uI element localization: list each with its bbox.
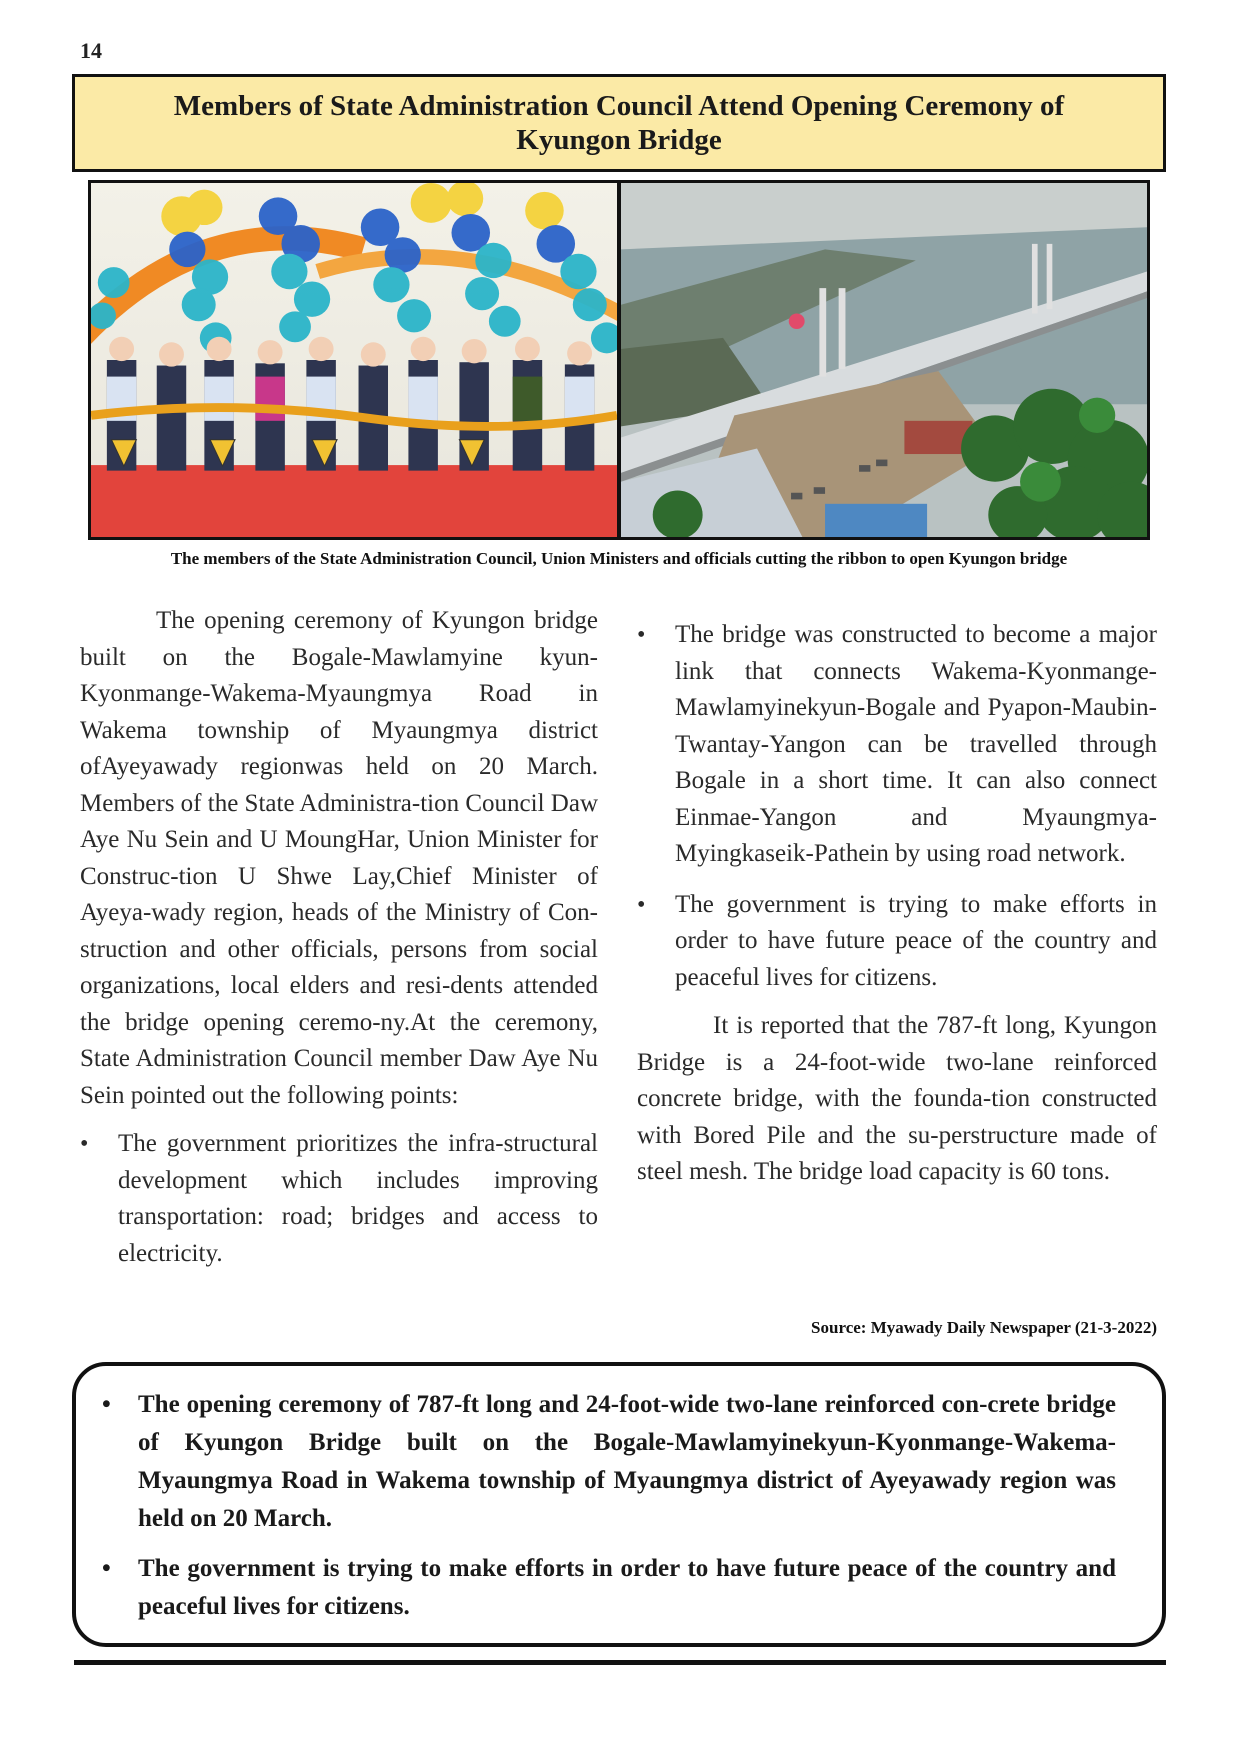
key-points-list-continued <box>637 617 1157 996</box>
list-item: • The government prioritizes the infra-structural development which includes improving transportation: road; bridges and access to electricity. <box>80 1126 598 1272</box>
summary-box <box>72 1362 1166 1647</box>
article-left-column <box>80 603 598 1272</box>
list-item: • The bridge was constructed to become a major link that connects Wakema-Kyonmange-Mawlamyinekyun-Bogale and Pyapon-Maubin-Twantay-Yangon can be travelled through Bogale in a short time. It can also connect Einmae-Yangon and Myaungmya-Myingkaseik-Pathein by using road network. <box>637 617 1157 873</box>
article-right-column <box>637 603 1157 1191</box>
page-title: Members of State Administration Council Attend Opening Ceremony of Kyungon Bridge <box>173 90 1065 156</box>
article-paragraph: It is reported that the 787-ft long, Kyungon Bridge is a 24-foot-wide two-lane reinforced concrete bridge, with the founda-tion constructed with Bored Pile and the su-perstructure made of steel mesh. The bridge load capacity is 60 tons. <box>637 1012 1157 1185</box>
title-banner <box>72 74 1166 172</box>
source-credit: Source: Myawady Daily Newspaper (21-3-2022) <box>811 1318 1157 1337</box>
page-number: 14 <box>80 38 102 63</box>
footer-divider <box>74 1660 1166 1665</box>
summary-list <box>102 1386 1116 1626</box>
key-points-list <box>80 1126 598 1272</box>
list-item: • The government is trying to make efforts in order to have future peace of the country and peaceful lives for citizens. <box>637 887 1157 997</box>
photo-strip <box>88 180 1150 540</box>
summary-item: • The government is trying to make efforts in order to have future peace of the country and peaceful lives for citizens. <box>102 1550 1116 1626</box>
summary-item: • The opening ceremony of 787-ft long and 24-foot-wide two-lane reinforced con-crete bridge of Kyungon Bridge built on the Bogale-Mawlamyinekyun-Kyonmange-Wakema-Myaungmya Road in Wakema township of Myaungmya district of Ayeyawady region was held on 20 March. <box>102 1386 1116 1538</box>
article-paragraph: The opening ceremony of Kyungon bridge built on the Bogale-Mawlamyine kyun-Kyonmange-Wakema-Myaungmya Road in Wakema township of Myaungmya district ofAyeyawady regionwas held on 20 March. Members of the State Administra-tion Council Daw Aye Nu Sein and U MoungHar, Union Minister for Construc-tion U Shwe Lay,Chief Minister of Ayeya-wady region, heads of the Ministry of Con-struction and other officials, persons from social organizations, local elders and resi-dents attended the bridge opening ceremo-ny.At the ceremony, State Administration Council member Daw Aye Nu Sein pointed out the following points: <box>80 607 598 1109</box>
bridge-aerial-photo <box>621 183 1147 537</box>
ribbon-cutting-photo <box>91 183 617 537</box>
photo-caption: The members of the State Administration Council, Union Ministers and officials cutting the ribbon to open Kyungon bridge <box>170 549 1068 568</box>
